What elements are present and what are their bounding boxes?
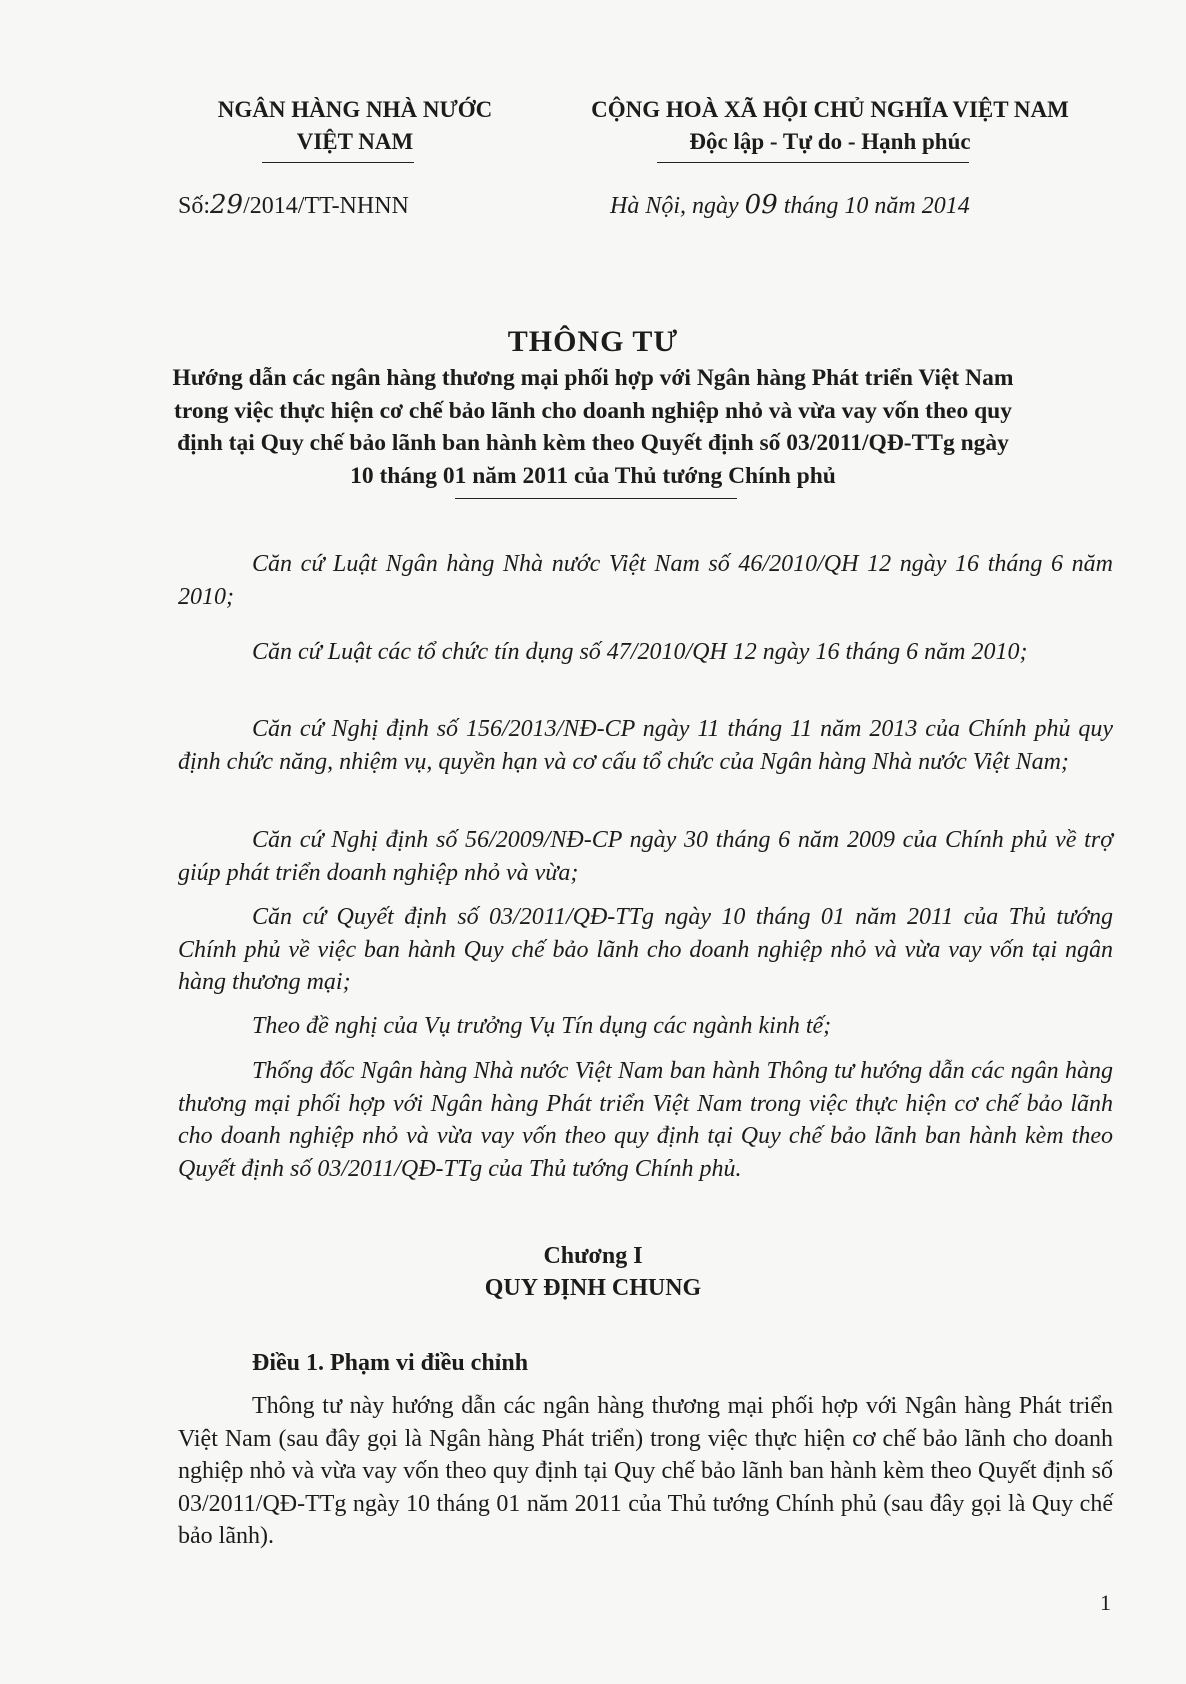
article-1-text: Thông tư này hướng dẫn các ngân hàng thương mại phối hợp với Ngân hàng Phát triển Việt Nam (sau đây gọi là Ngân hàng Phát triển) trong việc thực hiện cơ chế bảo lãnh cho doanh nghiệp nhỏ và vừa vay vốn theo quy định tại Quy chế bảo lãnh ban hành kèm theo Quyết định số 03/2011/QĐ-TTg ngày 10 tháng 01 năm 2011 của Thủ tướng Chính phủ (sau đây gọi là Quy chế bảo lãnh). bbox=[178, 1393, 1113, 1549]
country-name: CỘNG HOÀ XÃ HỘI CHỦ NGHĨA VIỆT NAM bbox=[591, 97, 1069, 122]
legal-basis-3: Căn cứ Nghị định số 156/2013/NĐ-CP ngày 11 tháng 11 năm 2013 của Chính phủ quy định chức năng, nhiệm vụ, quyền hạn và cơ cấu tổ chức của Ngân hàng Nhà nước Việt Nam; bbox=[178, 716, 1113, 775]
agency-name-line2: VIỆT NAM bbox=[296, 129, 414, 154]
national-heading bbox=[550, 94, 1110, 158]
date-prefix: Hà Nội, ngày bbox=[610, 193, 745, 219]
national-motto: Độc lập - Tự do - Hạnh phúc bbox=[689, 129, 971, 154]
agency-name-line1: NGÂN HÀNG NHÀ NƯỚC bbox=[217, 97, 493, 122]
article-1-heading: Điều 1. Phạm vi điều chỉnh bbox=[252, 1350, 529, 1376]
page-number: 1 bbox=[1100, 1590, 1111, 1615]
place-and-date bbox=[610, 190, 970, 220]
agency-underline bbox=[262, 162, 414, 163]
chapter-name: QUY ĐỊNH CHUNG bbox=[484, 1275, 702, 1301]
document-title: THÔNG TƯ bbox=[507, 325, 679, 358]
proposal-line: Theo đề nghị của Vụ trưởng Vụ Tín dụng các ngành kinh tế; bbox=[252, 1013, 832, 1039]
issuing-agency bbox=[180, 94, 530, 158]
document-subtitle: Hướng dẫn các ngân hàng thương mại phối hợp với Ngân hàng Phát triển Việt Nam trong việc thực hiện cơ chế bảo lãnh cho doanh nghiệp nhỏ và vừa vay vốn theo quy định tại Quy chế bảo lãnh ban hành kèm theo Quyết định số 03/2011/QĐ-TTg ngày 10 tháng 01 năm 2011 của Thủ tướng Chính phủ bbox=[172, 365, 1014, 489]
legal-basis-1: Căn cứ Luật Ngân hàng Nhà nước Việt Nam số 46/2010/QH 12 ngày 16 tháng 6 năm 2010; bbox=[178, 551, 1113, 610]
date-handwritten-day: 09 bbox=[744, 190, 778, 220]
chapter-number: Chương I bbox=[543, 1243, 643, 1269]
document-number bbox=[178, 190, 409, 220]
subtitle-underline bbox=[455, 498, 737, 499]
legal-basis-5: Căn cứ Quyết định số 03/2011/QĐ-TTg ngày 10 tháng 01 năm 2011 của Thủ tướng Chính phủ về việc ban hành Quy chế bảo lãnh cho doanh nghiệp nhỏ và vừa vay vốn tại ngân hàng thương mại; bbox=[178, 904, 1113, 995]
legal-basis-4: Căn cứ Nghị định số 56/2009/NĐ-CP ngày 30 tháng 6 năm 2009 của Chính phủ về trợ giúp phát triển doanh nghiệp nhỏ và vừa; bbox=[178, 827, 1113, 886]
promulgation-statement: Thống đốc Ngân hàng Nhà nước Việt Nam ban hành Thông tư hướng dẫn các ngân hàng thương mại phối hợp với Ngân hàng Phát triển Việt Nam trong việc thực hiện cơ chế bảo lãnh cho doanh nghiệp nhỏ và vừa vay vốn theo quy định tại Quy chế bảo lãnh ban hành kèm theo Quyết định số 03/2011/QĐ-TTg của Thủ tướng Chính phủ. bbox=[178, 1058, 1113, 1182]
doc-number-handwritten: 29 bbox=[210, 190, 244, 220]
doc-number-prefix: Số: bbox=[178, 193, 211, 219]
doc-number-suffix: /2014/TT-NHNN bbox=[243, 193, 409, 219]
date-suffix: tháng 10 năm 2014 bbox=[777, 193, 970, 219]
legal-basis-2: Căn cứ Luật các tổ chức tín dụng số 47/2010/QH 12 ngày 16 tháng 6 năm 2010; bbox=[252, 639, 1028, 665]
motto-underline bbox=[657, 162, 969, 163]
